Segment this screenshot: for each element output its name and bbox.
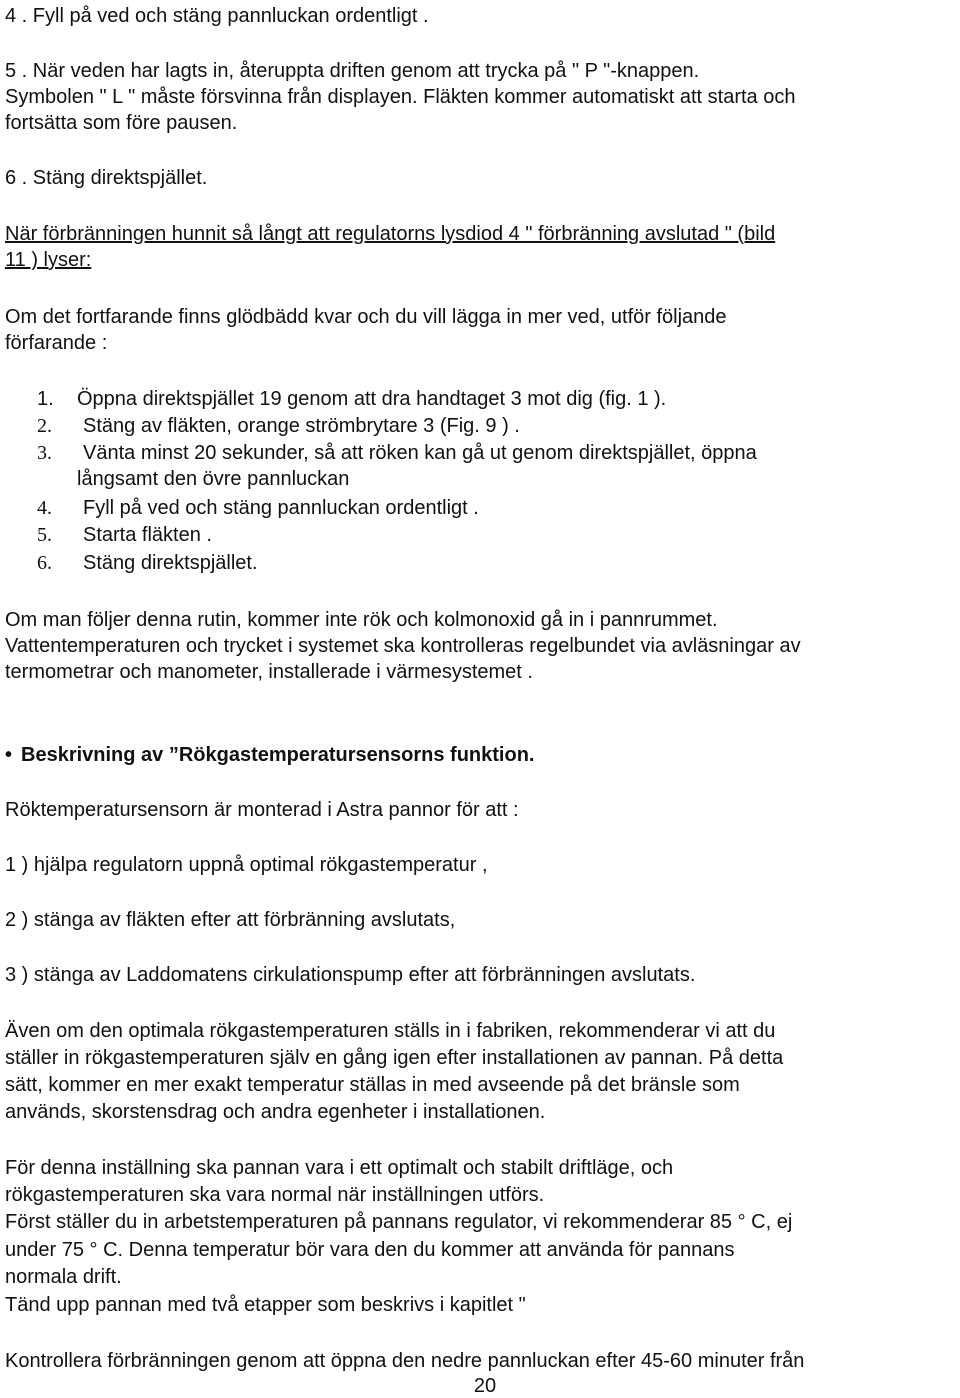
- paragraph-2-line6: Tänd upp pannan med två etapper som beskrivs i kapitlet ": [5, 1294, 526, 1316]
- section-heading: [5, 742, 534, 768]
- list-item-text: Stäng av fläkten, orange strömbrytare 3 (Fig. 9 ) .: [83, 415, 520, 437]
- section-heading-text: Beskrivning av ”Rökgastemperatursensorns funktion.: [21, 744, 535, 766]
- sensor-item-2: 2 ) stänga av fläkten efter att förbränning avslutats,: [5, 909, 456, 931]
- list-item-text: Stäng direktspjället.: [83, 552, 258, 574]
- list-item-number: 6.: [37, 552, 52, 574]
- after-line1: Om man följer denna rutin, kommer inte rök och kolmonoxid gå in i pannrummet.: [5, 609, 718, 631]
- paragraph-1-line1: Även om den optimala rökgastemperaturen ställs in i fabriken, rekommenderar vi att du: [5, 1020, 776, 1042]
- condition-line2: 11 ) lyser:: [5, 249, 92, 271]
- intro-line2: förfarande :: [5, 332, 108, 354]
- list-item-number: 1.: [37, 388, 54, 410]
- paragraph-1-line2: ställer in rökgastemperaturen själv en gång igen efter installationen av pannan. På detta: [5, 1047, 784, 1069]
- list-item-text: Öppna direktspjället 19 genom att dra handtaget 3 mot dig (fig. 1 ).: [77, 388, 667, 410]
- paragraph-1-line3: sätt, kommer en mer exakt temperatur ställas in med avseende på det bränsle som: [5, 1074, 740, 1096]
- list-item-text: Starta fläkten .: [83, 524, 212, 546]
- step-4-text: 4 . Fyll på ved och stäng pannluckan ordentligt .: [5, 5, 429, 27]
- list-item-number: 5.: [37, 524, 52, 546]
- bullet-icon: •: [5, 744, 13, 766]
- last-line: Kontrollera förbränningen genom att öppna den nedre pannluckan efter 45-60 minuter från: [5, 1350, 805, 1372]
- paragraph-2-line4: under 75 ° C. Denna temperatur bör vara den du kommer att använda för pannans: [5, 1239, 735, 1261]
- list-item-number: 3.: [37, 442, 52, 464]
- list-item-number: 4.: [37, 497, 52, 519]
- paragraph-2-line1: För denna inställning ska pannan vara i ett optimalt och stabilt driftläge, och: [5, 1157, 674, 1179]
- after-line2: Vattentemperaturen och trycket i systemet ska kontrolleras regelbundet via avläsningar av: [5, 635, 801, 657]
- step-5-text-line2: Symbolen " L " måste försvinna från displayen. Fläkten kommer automatiskt att starta och: [5, 86, 796, 108]
- list-item-text-continued: långsamt den övre pannluckan: [77, 468, 350, 490]
- intro-line1: Om det fortfarande finns glödbädd kvar och du vill lägga in mer ved, utför följande: [5, 306, 727, 328]
- paragraph-2-line5: normala drift.: [5, 1266, 122, 1288]
- paragraph-2-line3: Först ställer du in arbetstemperaturen på pannans regulator, vi rekommenderar 85 ° C, ej: [5, 1211, 793, 1233]
- step-6-text: 6 . Stäng direktspjället.: [5, 167, 208, 189]
- after-line3: termometrar och manometer, installerade i värmesystemet .: [5, 661, 533, 683]
- list-item-text: Vänta minst 20 sekunder, så att röken kan gå ut genom direktspjället, öppna: [83, 442, 757, 464]
- condition-line1: När förbränningen hunnit så långt att regulatorns lysdiod 4 " förbränning avslutad " (bild: [5, 223, 776, 245]
- page-number: 20: [473, 1375, 497, 1397]
- paragraph-2-line2: rökgastemperaturen ska vara normal när inställningen utförs.: [5, 1184, 545, 1206]
- list-item-number: 2.: [37, 415, 52, 437]
- sensor-item-1: 1 ) hjälpa regulatorn uppnå optimal rökgastemperatur ,: [5, 854, 488, 876]
- step-5-text-line1: 5 . När veden har lagts in, återuppta driften genom att trycka på " P "-knappen.: [5, 60, 700, 82]
- paragraph-1-line4: används, skorstensdrag och andra egenheter i installationen.: [5, 1101, 546, 1123]
- sensor-item-3: 3 ) stänga av Laddomatens cirkulationspump efter att förbränningen avslutats.: [5, 964, 696, 986]
- step-5-text-line3: fortsätta som före pausen.: [5, 112, 238, 134]
- sensor-intro: Röktemperatursensorn är monterad i Astra pannor för att :: [5, 799, 519, 821]
- list-item-text: Fyll på ved och stäng pannluckan ordentligt .: [83, 497, 479, 519]
